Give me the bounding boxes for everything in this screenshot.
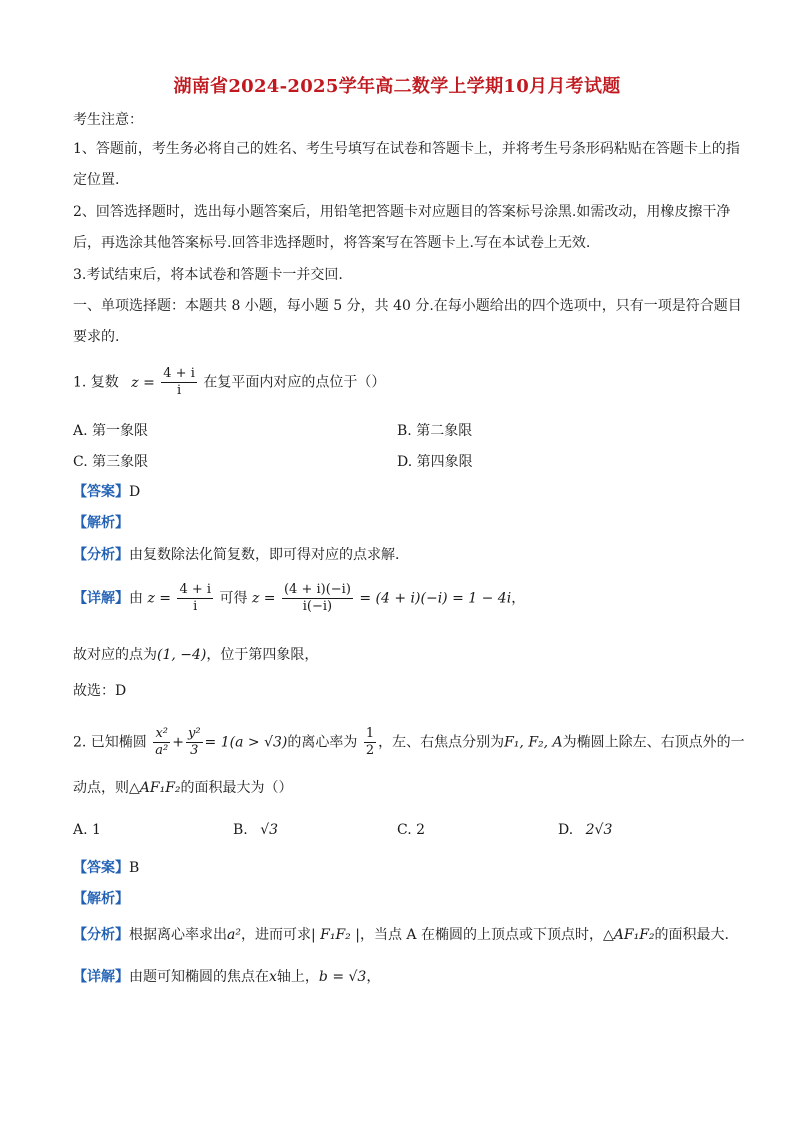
q2-option-d: [558, 820, 612, 840]
q1-guxuan: 故选：D: [73, 683, 127, 699]
q2-option-d-value: 2√3: [585, 822, 613, 838]
q2-fenxi-a2: a²: [227, 927, 241, 943]
notice-item-1-line-1: 1、答题前，考生务必将自己的姓名、考生号填写在试卷和答题卡上，并将考生号条形码粘贴在答题卡上的指: [73, 141, 740, 157]
q1-stem: [73, 366, 385, 399]
q2-fenxi-tag: 【分析】: [73, 927, 129, 943]
q1-fenxi-tag: 【分析】: [73, 547, 129, 563]
q1-fraction-den: i: [176, 383, 182, 398]
q1-xj-z1: z =: [147, 590, 172, 607]
q2-y2: y²: [187, 726, 201, 741]
notice-item-3: 3.考试结束后，将本试卷和答题卡一并交回.: [73, 267, 343, 283]
q2-option-a: A. 1: [73, 822, 101, 838]
q2-half-num: 1: [365, 726, 375, 741]
q2-fenxi-c: ，当点 A 在椭圆的上顶点或下顶点时，: [359, 927, 603, 943]
q2-half-den: 2: [365, 743, 375, 758]
section-1-line-1: 一、单项选择题：本题共 8 小题，每小题 5 分，共 40 分.在每小题给出的四个选项中，只有一项是符合题目: [73, 298, 742, 314]
q1-suffix: 在复平面内对应的点位于（）: [203, 374, 386, 391]
q2-answer-line: [73, 858, 139, 878]
q2-xj-x: x: [269, 969, 277, 985]
q1-fraction-num: 4 + i: [163, 366, 195, 381]
q1-xj-fraction-2-den: i(−i): [302, 599, 333, 614]
q1-prefix: 1. 复数: [73, 374, 119, 391]
q2-line2-b: 的面积最大为（）: [180, 780, 293, 796]
q1-answer: D: [129, 484, 141, 500]
q1-xj-fraction-1-num: 4 + i: [179, 582, 212, 597]
q2-a2: a²: [155, 743, 169, 758]
q2-xiangjie-tag: 【详解】: [73, 969, 129, 985]
q1-xj-z2: z =: [251, 590, 276, 607]
q1-point-suffix: ，位于第四象限，: [206, 647, 319, 663]
notice-item-2-line-2: 后，再选涂其他答案标号.回答非选择题时，将答案写在答题卡上.写在本试卷上无效.: [73, 235, 591, 251]
q2-xiangjie-line: [73, 967, 380, 987]
q1-answer-line: [73, 482, 140, 502]
q1-xj-you: 由: [129, 590, 143, 607]
q2-option-d-label: D.: [558, 822, 574, 838]
q2-rest2: 为椭圆上除左、右顶点外的一: [562, 734, 745, 751]
q1-xj-fraction-2-num: (4 + i)(−i): [283, 582, 351, 597]
notice-heading: 考生注意：: [73, 112, 143, 128]
q2-x-fraction: [153, 726, 170, 759]
q2-analysis-tag: 【解析】: [73, 891, 129, 907]
q2-xj-bval: b = √3: [318, 969, 367, 985]
q2-option-b: [233, 820, 278, 840]
q1-analysis-label: 【解析】: [73, 515, 129, 531]
q2-answer-tag: 【答案】: [73, 860, 129, 876]
q1-answer-tag: 【答案】: [73, 484, 129, 500]
page-title: 湖南省2024-2025学年高二数学上学期10月月考试题: [173, 76, 621, 97]
q2-fenxi-a: 根据离心率求出: [129, 927, 227, 943]
q2-xj-a: 由题可知椭圆的焦点在: [129, 969, 269, 985]
q1-option-d: D. 第四象限: [397, 454, 473, 470]
q2-plus: +: [172, 734, 184, 751]
q1-fenxi-line: [73, 545, 399, 565]
q1-xj-end: ，: [511, 590, 526, 607]
q1-xj-kede: 可得: [219, 590, 248, 607]
q1-option-c: C. 第三象限: [73, 454, 149, 470]
q2-prefix: 2. 已知椭圆: [73, 734, 147, 751]
q2-stem-line-2: [73, 778, 293, 798]
q2-cond: (a > √3): [229, 734, 288, 751]
q1-xiangjie-tag: 【详解】: [73, 590, 129, 607]
q1-option-a: A. 第一象限: [73, 423, 149, 439]
section-1-line-2: 要求的.: [73, 329, 120, 345]
q2-rest: ，左、右焦点分别为: [378, 734, 505, 751]
q1-point: (1, −4): [157, 647, 207, 663]
notice-item-1-line-2: 定位置.: [73, 172, 120, 188]
q2-foci: F₁, F₂, A: [504, 734, 563, 751]
q2-fenxi-f1f2: | F₁F₂ |: [310, 927, 360, 943]
q1-z: z =: [131, 374, 155, 391]
q1-xj-result: = (4 + i)(−i) = 1 − 4i: [359, 590, 512, 607]
q1-xj-fraction-1: [177, 582, 213, 615]
q2-xj-b: 轴上，: [276, 969, 319, 985]
q2-three: 3: [190, 743, 199, 758]
q1-xiangjie-line: [73, 582, 525, 615]
notice-item-2-line-1: 2、回答选择题时，选出每小题答案后，用铅笔把答题卡对应题目的答案标号涂黑.如需改动，用橡皮擦干净: [73, 204, 731, 220]
q2-answer: B: [129, 860, 140, 876]
q2-x2: x²: [153, 726, 170, 743]
q1-analysis-tag: [73, 513, 129, 533]
q2-stem-line-1: [73, 726, 745, 759]
q2-line2-a: 动点，则: [73, 780, 129, 796]
q2-fenxi-tri: △AF₁F₂: [602, 927, 655, 943]
q2-eq: = 1: [204, 734, 230, 751]
q2-analysis-line: [73, 889, 129, 909]
q1-point-line: [73, 645, 318, 665]
q2-xj-end: ，: [366, 969, 381, 985]
q1-xj-fraction-2: [282, 582, 353, 615]
q2-half: [364, 726, 376, 759]
q1-fraction: [161, 366, 197, 399]
q1-fenxi: 由复数除法化简复数，即可得对应的点求解.: [129, 547, 400, 563]
q2-fenxi-b: ，进而可求: [240, 927, 311, 943]
q1-point-text: 故对应的点为: [73, 647, 157, 663]
q2-option-b-label: B.: [233, 822, 248, 838]
q2-fenxi-line: [73, 925, 729, 945]
q2-option-c: C. 2: [397, 822, 426, 838]
q2-fenxi-d: 的面积最大.: [654, 927, 729, 943]
q2-triangle: △AF₁F₂: [129, 780, 181, 796]
q2-lixinlv: 的离心率为: [287, 734, 358, 751]
q2-option-b-value: √3: [260, 822, 279, 838]
q1-option-b: B. 第二象限: [397, 423, 473, 439]
q2-y-fraction: [186, 726, 203, 759]
q1-xj-fraction-1-den: i: [193, 599, 198, 614]
